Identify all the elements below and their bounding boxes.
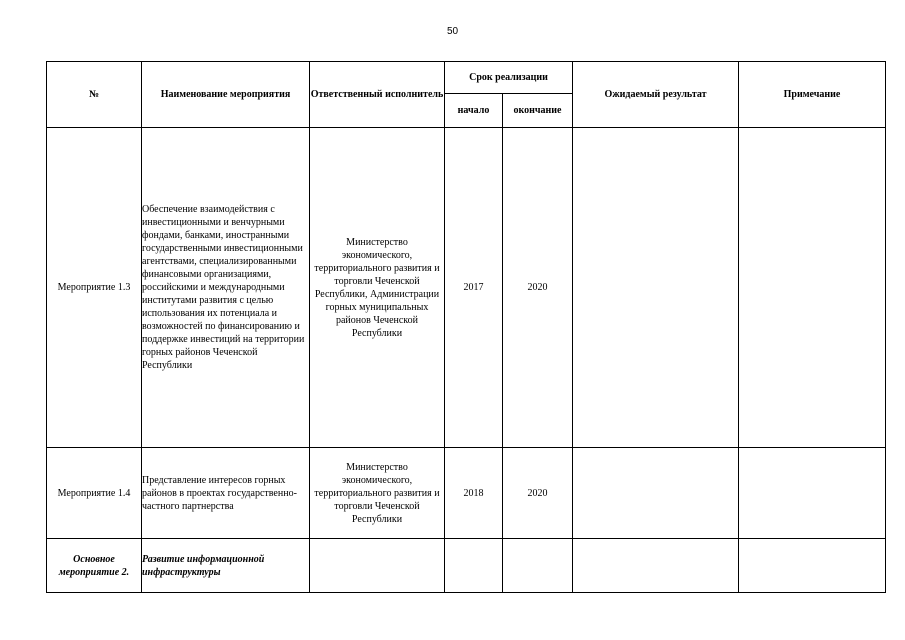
row-executor <box>310 539 445 593</box>
page-number: 50 <box>446 26 459 37</box>
row-result <box>573 539 739 593</box>
row-note <box>739 128 886 448</box>
row-note <box>739 539 886 593</box>
row-start: 2017 <box>445 128 503 448</box>
row-number: Мероприятие 1.4 <box>47 448 142 539</box>
header-period: Срок реализации <box>445 62 573 94</box>
activities-table <box>46 61 886 593</box>
header-start: начало <box>445 94 503 128</box>
row-note <box>739 448 886 539</box>
row-start: 2018 <box>445 448 503 539</box>
row-name: Развитие информационной инфраструктуры <box>142 539 310 593</box>
row-end: 2020 <box>503 448 573 539</box>
row-number: Мероприятие 1.3 <box>47 128 142 448</box>
row-name: Представление интересов горных районов в проектах государственно-частного партнерства <box>142 448 310 539</box>
table-row <box>47 128 886 448</box>
header-note: Примечание <box>739 62 886 128</box>
header-executor: Ответственный исполнитель <box>310 62 445 128</box>
header-end: окончание <box>503 94 573 128</box>
header-row-top <box>47 62 886 94</box>
row-result <box>573 448 739 539</box>
table-row <box>47 448 886 539</box>
row-end <box>503 539 573 593</box>
table-row <box>47 539 886 593</box>
row-executor: Министерство экономического, территориального развития и торговли Чеченской Республики, Администрации горных муниципальных районов Чеченской Республики <box>310 128 445 448</box>
header-result: Ожидаемый результат <box>573 62 739 128</box>
row-executor: Министерство экономического, территориального развития и торговли Чеченской Республики <box>310 448 445 539</box>
row-number: Основное мероприятие 2. <box>47 539 142 593</box>
row-end: 2020 <box>503 128 573 448</box>
row-name: Обеспечение взаимодействия с инвестиционными и венчурными фондами, банками, иностранными государственными инвестиционными агентствами, специализированными финансовыми организациями, российскими и международными институтами развития с целью использования их потенциала и возможностей по финансированию и поддержке инвестиций на территории горных районов Чеченской Республики <box>142 128 310 448</box>
row-result <box>573 128 739 448</box>
row-start <box>445 539 503 593</box>
header-name: Наименование мероприятия <box>142 62 310 128</box>
header-number: № <box>47 62 142 128</box>
